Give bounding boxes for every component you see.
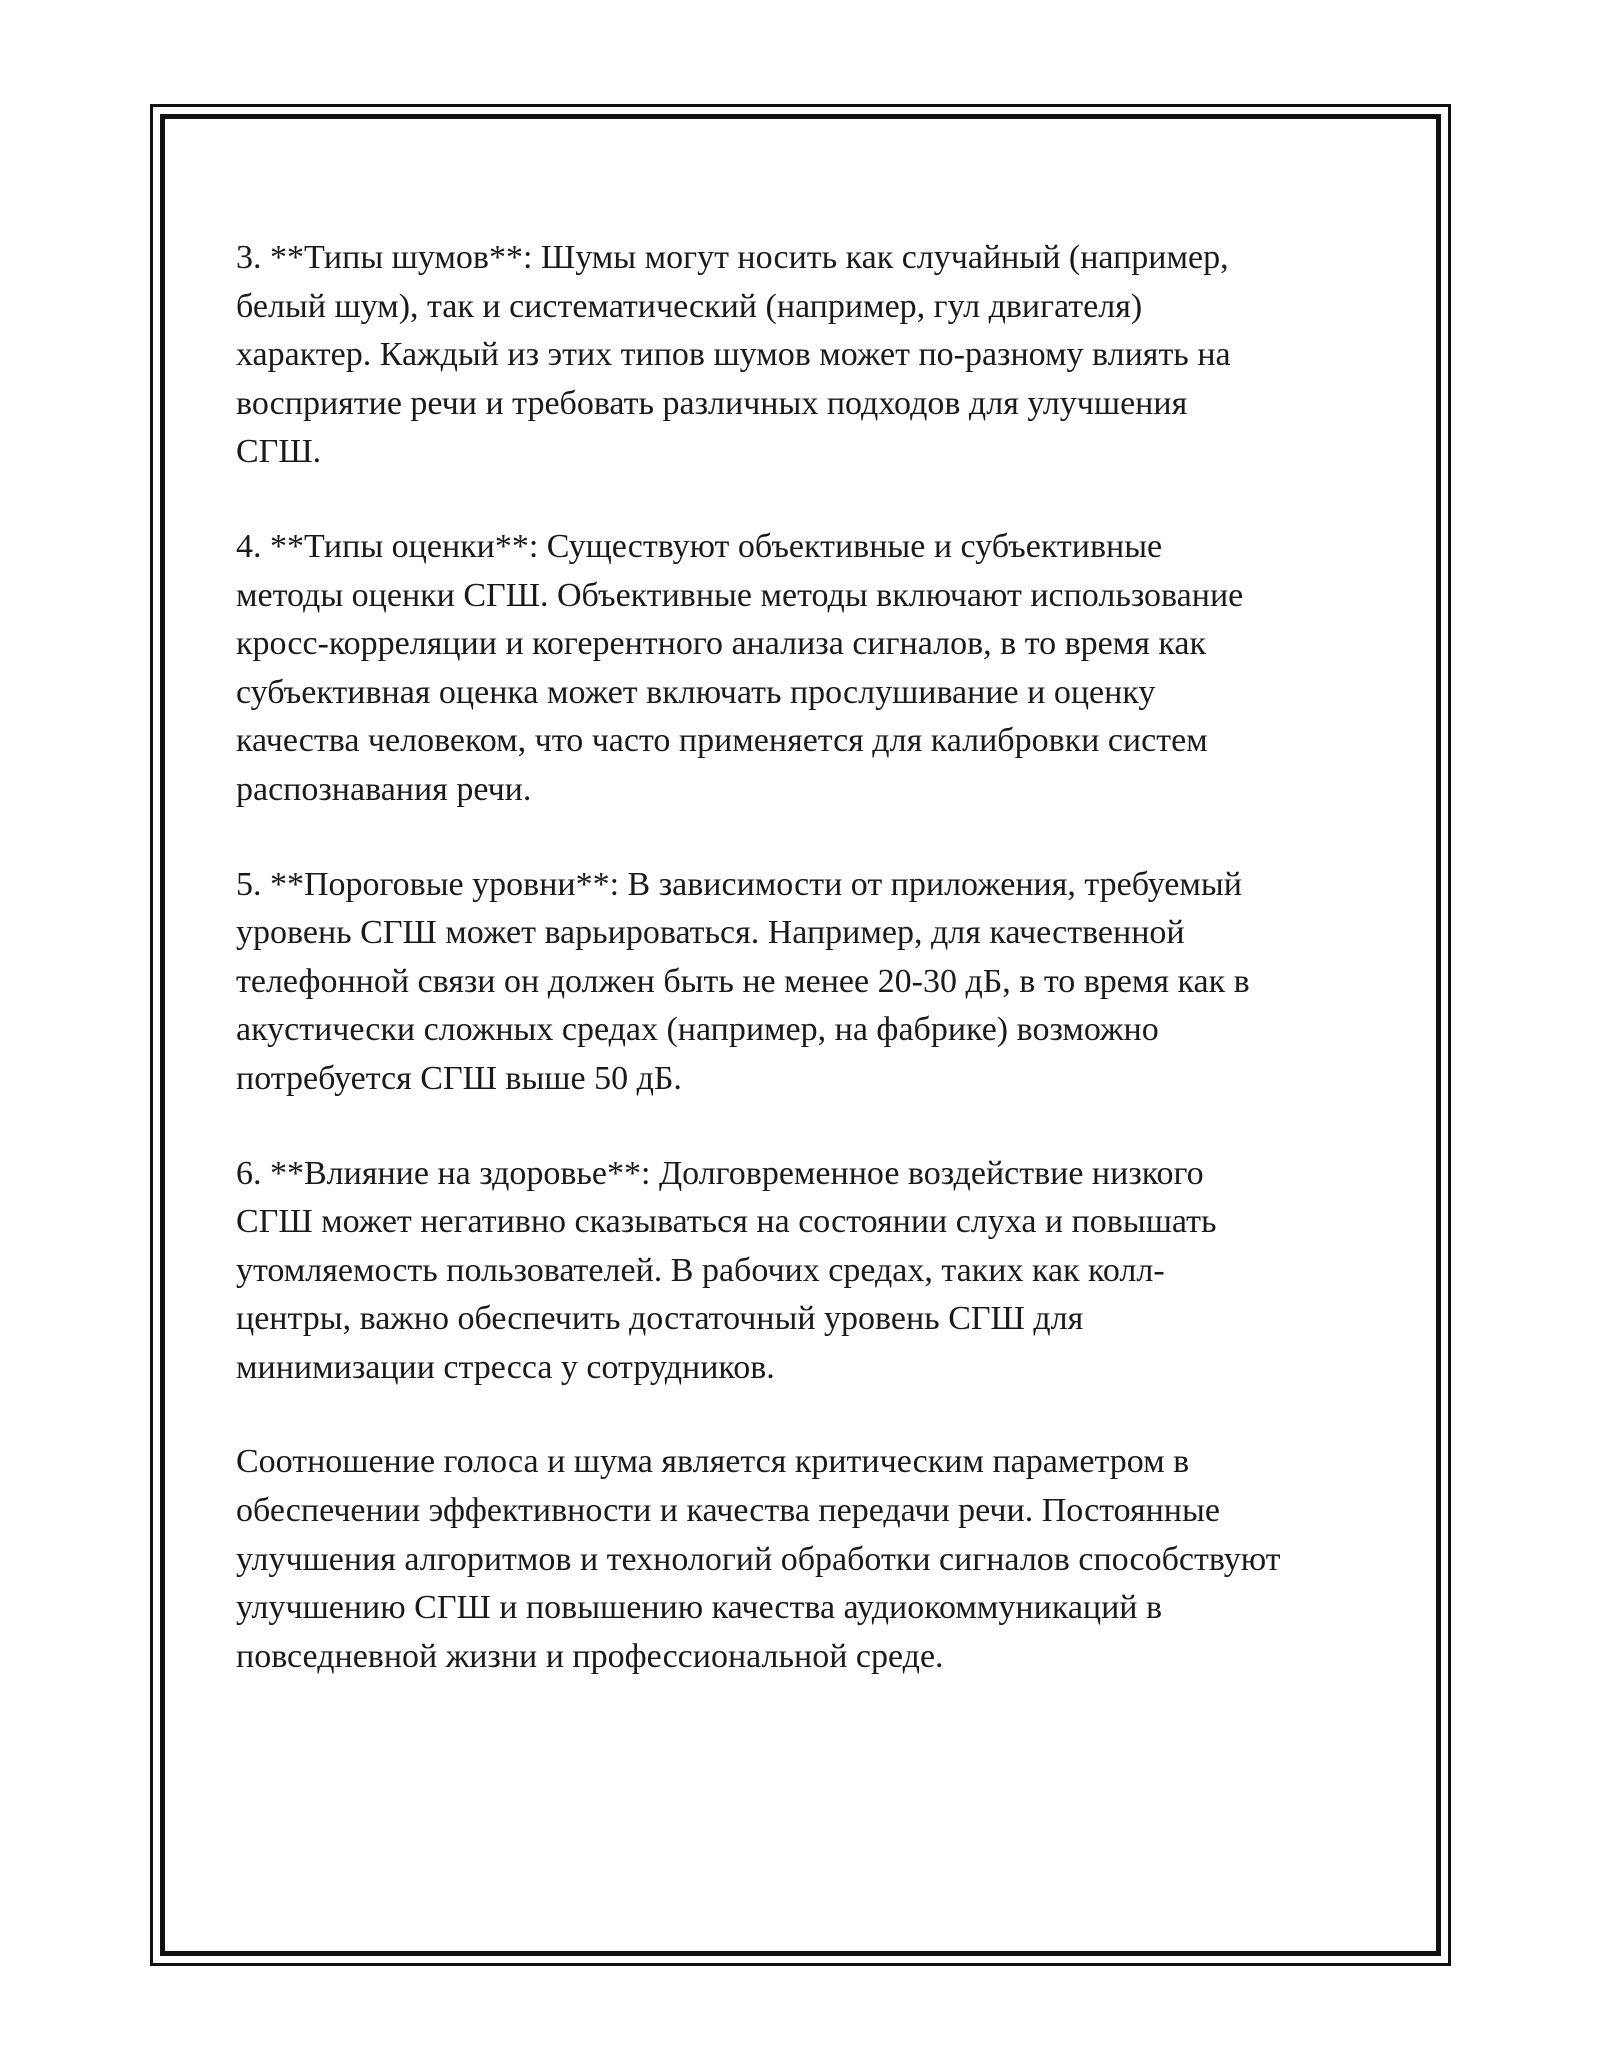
document-body [236,234,1376,1727]
paragraph-threshold-levels: 5. **Пороговые уровни**: В зависимости от приложения, требуемый уровень СГШ может варьироваться. Например, для качественной телефонной связи он должен быть не менее 20-30 дБ, в то время как в акустически сложных средах (например, на фабрике) возможно потребуется СГШ выше 50 дБ. [236,865,1250,1097]
paragraph-health-impact: 6. **Влияние на здоровье**: Долговременное воздействие низкого СГШ может негативно сказываться на состоянии слуха и повышать утомляемость пользователей. В рабочих средах, таких как колл- центры, важно обеспечить достаточный уровень СГШ для минимизации стресса у сотрудников. [236,1154,1217,1386]
paragraph-evaluation-types: 4. **Типы оценки**: Существуют объективные и субъективные методы оценки СГШ. Объективные методы включают использование кросс-корреляции и когерентного анализа сигналов, в то время как субъективная оценка может включать прослушивание и оценку качества человеком, что часто применяется для калибровки систем распознавания речи. [236,527,1244,808]
paragraph-conclusion: Соотношение голоса и шума является критическим параметром в обеспечении эффективности и качества передачи речи. Постоянные улучшения алгоритмов и технологий обработки сигналов способствуют улучшению СГШ и повышению качества аудиокоммуникаций в повседневной жизни и профессиональной среде. [236,1443,1281,1675]
paragraph-noise-types: 3. **Типы шумов**: Шумы могут носить как случайный (например, белый шум), так и систематический (например, гул двигателя) характер. Каждый из этих типов шумов может по-разному влиять на восприятие речи и требовать различных подходов для улучшения СГШ. [236,239,1231,471]
